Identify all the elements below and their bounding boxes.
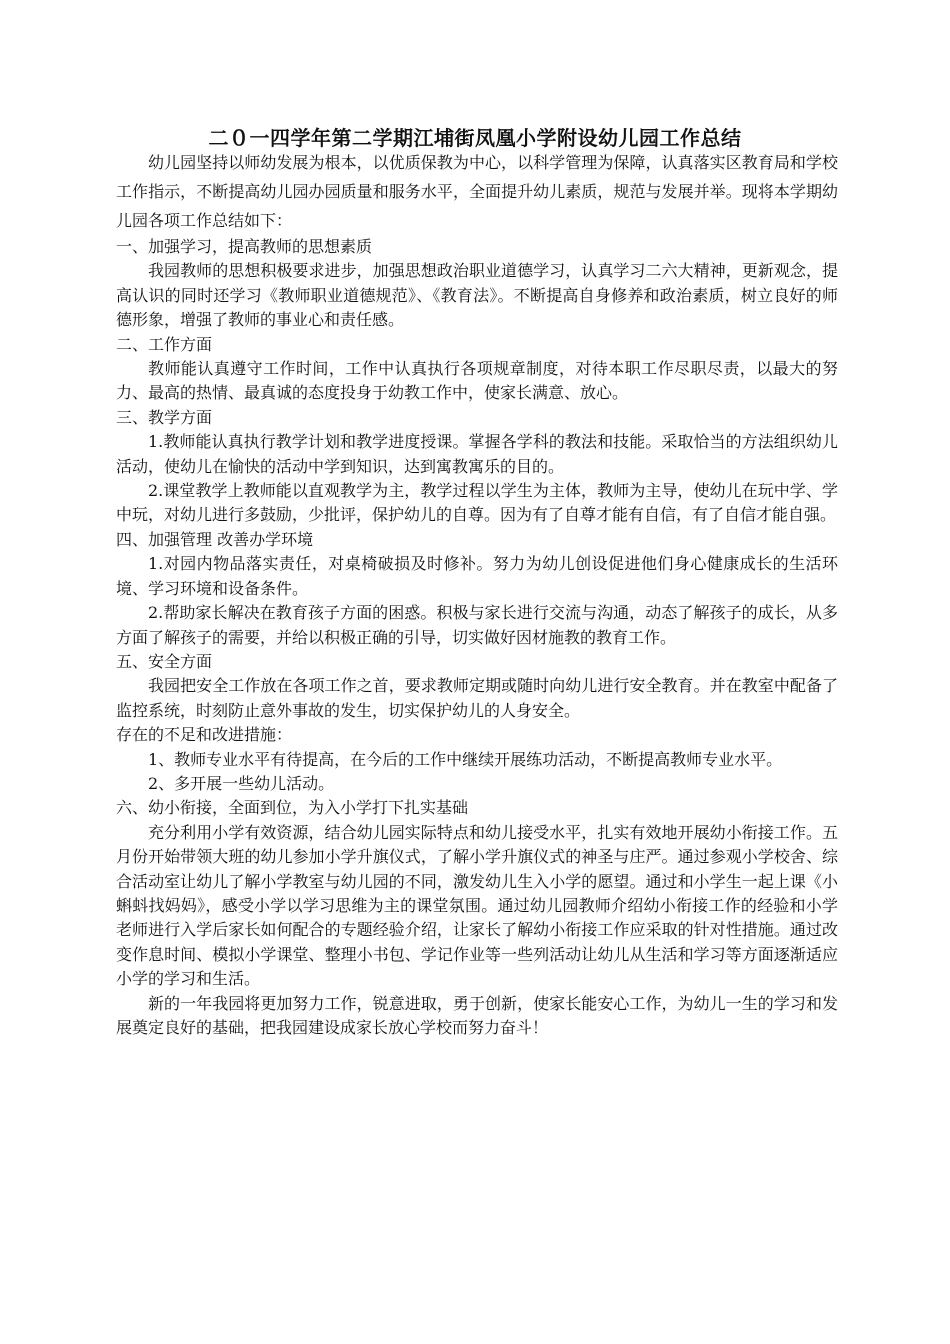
section-paragraph: 我园把安全工作放在各项工作之首，要求教师定期或随时向幼儿进行安全教育。并在教室中配备了监控系统，时刻防止意外事故的发生，切实保护幼儿的人身安全。 [116, 676, 838, 720]
section-paragraph: 2、多开展一些幼儿活动。 [148, 773, 335, 793]
section-paragraph: 1.教师能认真执行教学计划和教学进度授课。掌握各学科的教法和技能。采取恰当的方法组织幼儿活动，使幼儿在愉快的活动中学到知识，达到寓教寓乐的目的。 [116, 432, 838, 476]
section-1 [116, 235, 838, 333]
section-4 [116, 528, 838, 650]
document-body [116, 146, 838, 1040]
document-title: 二０一四学年第二学期江埔街凤凰小学附设幼儿园工作总结 [208, 126, 742, 150]
section-5 [116, 650, 838, 723]
closing-paragraph: 新的一年我园将更加努力工作，锐意进取，勇于创新，使家长能安心工作，为幼儿一生的学习和发展奠定良好的基础，把我园建设成家长放心学校而努力奋斗！ [116, 993, 838, 1037]
section-paragraph: 1.对园内物品落实责任，对桌椅破损及时修补。努力为幼儿创设促进他们身心健康成长的生活环境、学习环境和设备条件。 [116, 554, 838, 598]
section-3 [116, 406, 838, 528]
section-paragraph: 教师能认真遵守工作时间，工作中认真执行各项规章制度，对待本职工作尽职尽责，以最大的努力、最高的热情、最真诚的态度投身于幼教工作中，使家长满意、放心。 [116, 359, 838, 403]
section-2 [116, 333, 838, 406]
intro-paragraph: 幼儿园坚持以师幼发展为根本，以优质保教为中心，以科学管理为保障，认真落实区教育局和学校工作指示，不断提高幼儿园办园质量和服务水平，全面提升幼儿素质，规范与发展并举。现将本学期幼儿园各项工作总结如下： [116, 153, 838, 230]
section-heading: 五、安全方面 [116, 651, 213, 671]
section-paragraph: 1、教师专业水平有待提高，在今后的工作中继续开展练功活动，不断提高教师专业水平。 [148, 749, 783, 769]
section-shortcomings [116, 723, 838, 796]
section-heading: 六、幼小衔接，全面到位，为入小学打下扎实基础 [116, 798, 469, 818]
section-heading: 一、加强学习，提高教师的思想素质 [116, 237, 373, 256]
section-heading: 四、加强管理 改善办学环境 [116, 529, 314, 549]
section-heading: 二、工作方面 [116, 334, 213, 354]
section-6 [116, 796, 838, 1040]
section-paragraph: 充分利用小学有效资源，结合幼儿园实际特点和幼儿接受水平，扎实有效地开展幼小衔接工作。五月份开始带领大班的幼儿参加小学升旗仪式，了解小学升旗仪式的神圣与庄严。通过参观小学校舍、综合活动室让幼儿了解小学教室与幼儿园的不同，激发幼儿生入小学的愿望。通过和小学生一起上课《小蝌蚪找妈妈》，感受小学以学习思维为主的课堂氛围。通过幼儿园教师介绍幼小衔接工作的经验和小学老师进行入学后家长如何配合的专题经验介绍，让家长了解幼小衔接工作应采取的针对性措施。通过改变作息时间、模拟小学课堂、整理小书包、学记作业等一些列活动让幼儿从生活和学习等方面逐渐适应小学的学习和生活。 [116, 822, 838, 989]
section-heading: 存在的不足和改进措施： [116, 725, 293, 745]
section-paragraph: 我园教师的思想积极要求进步，加强思想政治职业道德学习，认真学习二六大精神，更新观念，提高认识的同时还学习《教师职业道德规范》、《教育法》。不断提高自身修养和政治素质，树立良好的师德形象，增强了教师的事业心和责任感。 [116, 261, 838, 330]
section-paragraph: 2.帮助家长解决在教育孩子方面的困惑。积极与家长进行交流与沟通，动态了解孩子的成长，从多方面了解孩子的需要，并给以积极正确的引导，切实做好因材施教的教育工作。 [116, 603, 838, 647]
section-heading: 三、教学方面 [116, 407, 213, 427]
section-paragraph: 2.课堂教学上教师能以直观教学为主，教学过程以学生为主体，教师为主导，使幼儿在玩中学、学中玩，对幼儿进行多鼓励，少批评，保护幼儿的自尊。因为有了自尊才能有自信，有了自信才能自强。 [116, 481, 838, 525]
